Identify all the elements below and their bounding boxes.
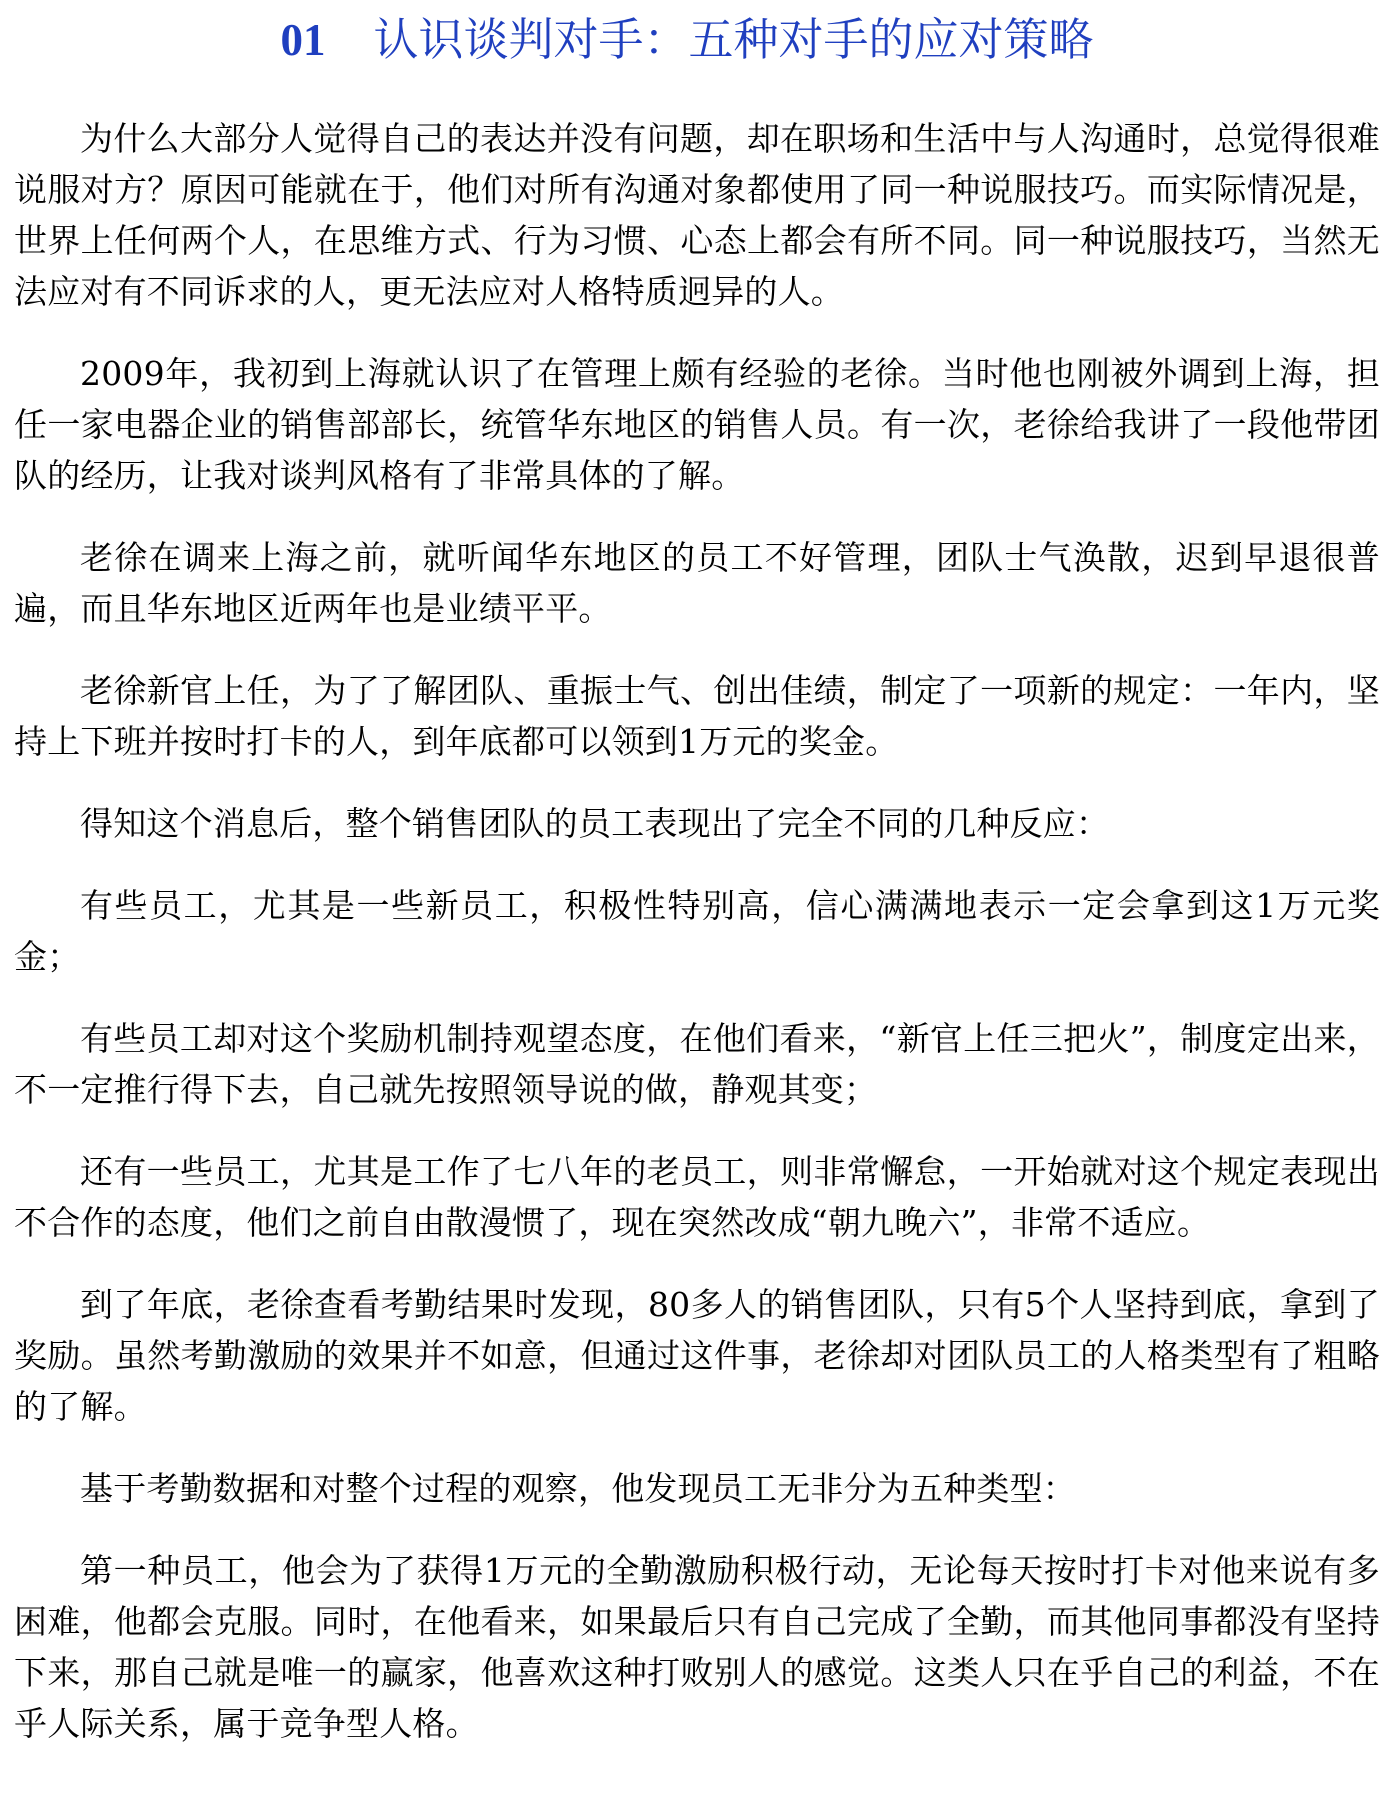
paragraph: 还有一些员工，尤其是工作了七八年的老员工，则非常懈怠，一开始就对这个规定表现出不合作的态度，他们之前自由散漫惯了，现在突然改成“朝九晚六”，非常不适应。 (14, 1152, 1380, 1242)
paragraph: 老徐在调来上海之前，就听闻华东地区的员工不好管理，团队士气涣散，迟到早退很普遍，而且华东地区近两年也是业绩平平。 (14, 538, 1380, 628)
document-page (14, 0, 1380, 1800)
chapter-heading (14, 10, 1380, 70)
paragraph: 为什么大部分人觉得自己的表达并没有问题，却在职场和生活中与人沟通时，总觉得很难说服对方？原因可能就在于，他们对所有沟通对象都使用了同一种说服技巧。而实际情况是，世界上任何两个人，在思维方式、行为习惯、心态上都会有所不同。同一种说服技巧，当然无法应对有不同诉求的人，更无法应对人格特质迥异的人。 (14, 119, 1380, 311)
paragraph: 到了年底，老徐查看考勤结果时发现，80多人的销售团队，只有5个人坚持到底，拿到了奖励。虽然考勤激励的效果并不如意，但通过这件事，老徐却对团队员工的人格类型有了粗略的了解。 (14, 1285, 1380, 1426)
paragraph: 第一种员工，他会为了获得1万元的全勤激励积极行动，无论每天按时打卡对他来说有多困难，他都会克服。同时，在他看来，如果最后只有自己完成了全勤，而其他同事都没有坚持下来，那自己就是唯一的赢家，他喜欢这种打败别人的感觉。这类人只在乎自己的利益，不在乎人际关系，属于竞争型人格。 (14, 1551, 1380, 1743)
paragraph: 2009年，我初到上海就认识了在管理上颇有经验的老徐。当时他也刚被外调到上海，担任一家电器企业的销售部部长，统管华东地区的销售人员。有一次，老徐给我讲了一段他带团队的经历，让我对谈判风格有了非常具体的了解。 (14, 354, 1380, 495)
paragraph: 有些员工却对这个奖励机制持观望态度，在他们看来，“新官上任三把火”，制度定出来，不一定推行得下去，自己就先按照领导说的做，静观其变； (14, 1019, 1380, 1109)
paragraph: 有些员工，尤其是一些新员工，积极性特别高，信心满满地表示一定会拿到这1万元奖金； (14, 886, 1380, 976)
document-body (14, 113, 1380, 1749)
paragraph: 得知这个消息后，整个销售团队的员工表现出了完全不同的几种反应： (80, 804, 1110, 843)
chapter-title: 认识谈判对手：五种对手的应对策略 (373, 13, 1094, 66)
paragraph: 基于考勤数据和对整个过程的观察，他发现员工无非分为五种类型： (80, 1469, 1076, 1508)
paragraph: 老徐新官上任，为了了解团队、重振士气、创出佳绩，制定了一项新的规定：一年内，坚持上下班并按时打卡的人，到年底都可以领到1万元的奖金。 (14, 671, 1380, 761)
chapter-number: 01 (280, 15, 326, 65)
